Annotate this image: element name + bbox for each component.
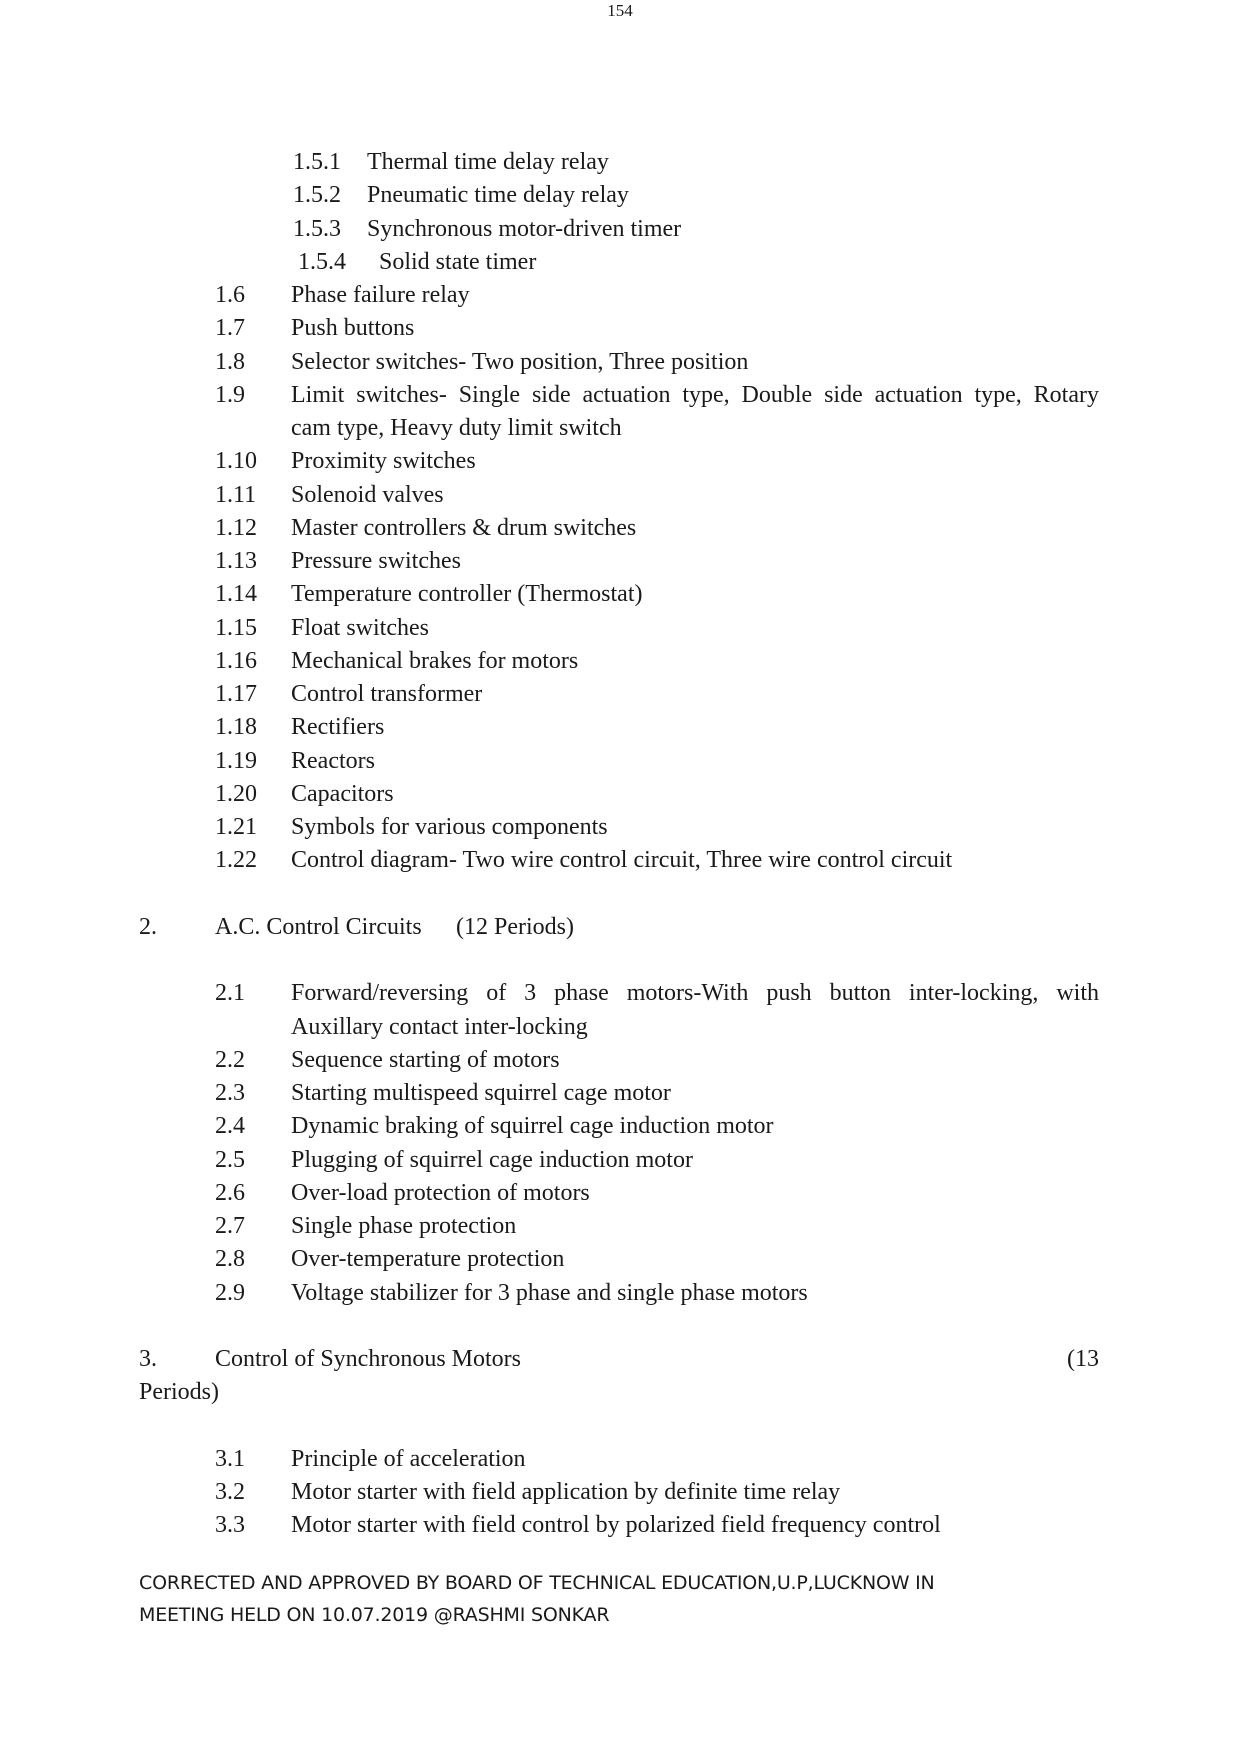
item-text: Master controllers & drum switches	[291, 514, 637, 541]
item-text: Solid state timer	[379, 248, 537, 275]
item-number: 1.12	[215, 514, 257, 541]
spacer	[0, 944, 1240, 977]
item-number: 3.3	[215, 1512, 245, 1539]
item-text: Single phase protection	[291, 1213, 517, 1239]
list-item	[0, 1243, 1240, 1276]
item-text: Motor starter with field application by definite time relay	[291, 1479, 841, 1505]
list-item	[0, 445, 1240, 478]
list-item	[0, 479, 1240, 512]
list-item	[0, 612, 1240, 645]
item-number: 2.8	[215, 1246, 245, 1273]
item-number: 1.5.2	[293, 182, 341, 209]
item-text: Synchronous motor-driven timer	[367, 215, 682, 242]
item-number: 1.17	[215, 681, 257, 707]
item-text: Over-temperature protection	[291, 1246, 565, 1273]
item-text: Pneumatic time delay relay	[367, 182, 629, 209]
spacer	[0, 878, 1240, 911]
item-number: 1.11	[215, 481, 257, 508]
item-text: Sequence starting of motors	[291, 1046, 560, 1073]
item-number: 1.5.3	[293, 215, 341, 242]
item-text: Push buttons	[291, 315, 415, 342]
item-text: Selector switches- Two position, Three position	[291, 348, 749, 375]
list-item	[0, 745, 1240, 778]
list-item	[0, 1044, 1240, 1077]
item-text: Reactors	[291, 747, 375, 774]
item-number: 1.13	[215, 548, 257, 574]
item-number: 1.8	[215, 348, 245, 375]
item-number: 1.18	[215, 714, 257, 741]
list-item	[0, 1144, 1240, 1177]
section-periods-continuation: Periods)	[139, 1379, 219, 1406]
list-item	[0, 1077, 1240, 1110]
spacer	[0, 1410, 1240, 1443]
list-item	[0, 346, 1240, 379]
section-heading-continuation	[0, 1376, 1240, 1409]
page-number: 154	[607, 1, 633, 20]
list-item	[0, 678, 1240, 711]
section-periods: (13	[1067, 1346, 1099, 1372]
item-text: Capacitors	[291, 780, 394, 807]
item-number: 1.5.1	[293, 149, 341, 175]
item-text: Control diagram- Two wire control circuit, Three wire control circuit	[291, 847, 953, 874]
item-number: 1.7	[215, 315, 245, 342]
list-item	[0, 811, 1240, 844]
list-item-continuation	[0, 412, 1240, 445]
item-number: 1.9	[215, 381, 245, 408]
list-item	[0, 844, 1240, 877]
list-item	[0, 1509, 1240, 1542]
section-number: 2.	[139, 913, 157, 940]
item-number: 2.1	[215, 980, 245, 1007]
list-item	[0, 578, 1240, 611]
item-number: 1.10	[215, 448, 257, 475]
item-number: 1.14	[215, 581, 257, 608]
item-number: 1.16	[215, 647, 257, 674]
list-item	[0, 213, 1240, 246]
item-number: 2.7	[215, 1213, 245, 1239]
list-item	[0, 645, 1240, 678]
section-title: Control of Synchronous Motors	[215, 1346, 521, 1372]
item-text: Phase failure relay	[291, 282, 470, 308]
item-number: 2.2	[215, 1046, 245, 1073]
footer-line-2: MEETING HELD ON 10.07.2019 @RASHMI SONKAR	[139, 1604, 610, 1626]
item-text: Symbols for various components	[291, 814, 608, 840]
syllabus-body	[0, 146, 1240, 1543]
item-text: Over-load protection of motors	[291, 1179, 590, 1206]
item-number: 1.5.4	[298, 248, 346, 275]
item-text: Thermal time delay relay	[367, 149, 609, 175]
item-number: 1.15	[215, 614, 257, 641]
item-number: 3.1	[215, 1445, 245, 1472]
item-number: 2.3	[215, 1080, 245, 1106]
item-number: 3.2	[215, 1479, 245, 1505]
list-item	[0, 146, 1240, 179]
list-item	[0, 379, 1240, 412]
item-text: Control transformer	[291, 681, 483, 707]
item-number: 2.9	[215, 1279, 245, 1306]
item-number: 2.6	[215, 1179, 245, 1206]
list-item	[0, 545, 1240, 578]
item-text: Float switches	[291, 614, 429, 641]
item-text: Proximity switches	[291, 448, 476, 475]
item-text: Rectifiers	[291, 714, 385, 741]
list-item	[0, 1110, 1240, 1143]
item-text: Temperature controller (Thermostat)	[291, 581, 643, 608]
item-text-continuation: Auxillary contact inter-locking	[291, 1013, 588, 1040]
section-number: 3.	[139, 1346, 157, 1372]
item-text: Dynamic braking of squirrel cage induction motor	[291, 1113, 774, 1140]
item-number: 1.6	[215, 282, 245, 308]
item-text: Starting multispeed squirrel cage motor	[291, 1080, 671, 1106]
item-text: Solenoid valves	[291, 481, 444, 508]
list-item	[0, 1443, 1240, 1476]
item-text: Pressure switches	[291, 548, 461, 574]
list-item	[0, 1177, 1240, 1210]
list-item	[0, 977, 1240, 1010]
list-item	[0, 711, 1240, 744]
list-item	[0, 1476, 1240, 1509]
section-heading	[0, 1343, 1240, 1376]
list-item-continuation	[0, 1011, 1240, 1044]
list-item	[0, 1277, 1240, 1310]
section-title: A.C. Control Circuits	[215, 913, 422, 940]
item-text: Motor starter with field control by polarized field frequency control	[291, 1512, 941, 1539]
approval-footer	[139, 1567, 1139, 1631]
list-item	[0, 512, 1240, 545]
item-text: Limit switches- Single side actuation type, Double side actuation type, Rotary	[291, 381, 1099, 408]
item-text-continuation: cam type, Heavy duty limit switch	[291, 415, 622, 441]
item-text: Forward/reversing of 3 phase motors-With push button inter-locking, with	[291, 980, 1099, 1007]
footer-line-1: CORRECTED AND APPROVED BY BOARD OF TECHNICAL EDUCATION,U.P,LUCKNOW IN	[139, 1572, 935, 1594]
list-item	[0, 778, 1240, 811]
item-text: Mechanical brakes for motors	[291, 647, 579, 674]
list-item	[0, 246, 1240, 279]
spacer	[0, 1310, 1240, 1343]
item-number: 1.19	[215, 747, 257, 774]
item-text: Voltage stabilizer for 3 phase and single phase motors	[291, 1279, 808, 1306]
item-text: Plugging of squirrel cage induction motor	[291, 1146, 693, 1173]
section-periods: (12 Periods)	[456, 913, 574, 940]
item-number: 1.22	[215, 847, 257, 874]
list-item	[0, 279, 1240, 312]
item-number: 2.4	[215, 1113, 245, 1140]
item-number: 2.5	[215, 1146, 245, 1173]
list-item	[0, 312, 1240, 345]
item-text: Principle of acceleration	[291, 1445, 526, 1472]
list-item	[0, 1210, 1240, 1243]
list-item	[0, 179, 1240, 212]
item-number: 1.21	[215, 814, 257, 840]
section-heading	[0, 911, 1240, 944]
item-number: 1.20	[215, 780, 257, 807]
